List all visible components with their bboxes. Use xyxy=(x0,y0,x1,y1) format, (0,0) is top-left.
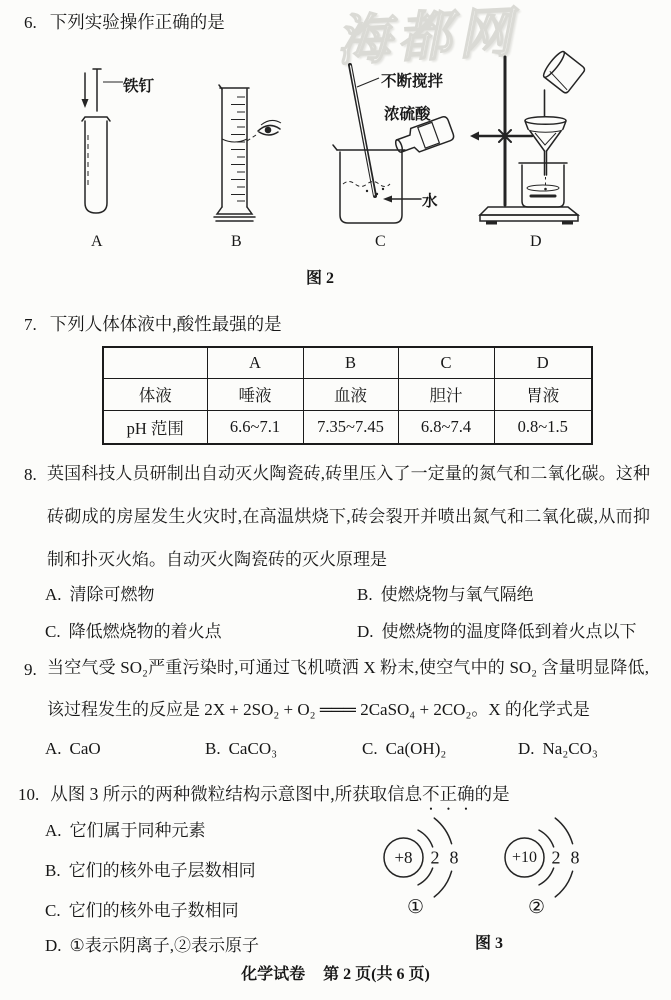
table-row xyxy=(103,378,592,410)
watermark: 海都网 xyxy=(334,2,521,72)
option-label: C. xyxy=(45,901,61,920)
table-cell: 7.35~7.45 xyxy=(303,410,398,444)
nail-label: 铁钉 xyxy=(123,78,155,95)
q8-option-a xyxy=(45,580,155,605)
q7-heading xyxy=(24,311,282,336)
ph-table xyxy=(102,346,593,445)
q7-text: 下列人体体液中,酸性最强的是 xyxy=(49,314,282,334)
particle-diagram-1 xyxy=(384,818,459,897)
q10-option-c xyxy=(45,896,239,921)
option-text: 它们的核外电子层数相同 xyxy=(68,861,256,880)
particle-2-shell-2: 8 xyxy=(570,847,580,868)
table-cell: 6.8~7.4 xyxy=(398,410,494,444)
table-header-cell: D xyxy=(494,347,592,378)
q6-number: 6. xyxy=(24,13,37,32)
option-text: 清除可燃物 xyxy=(69,585,155,604)
option-label: A. xyxy=(45,585,62,604)
apparatus-a-testtube-icon xyxy=(82,69,124,213)
particle-1-shell-2: 8 xyxy=(449,847,459,868)
option-label: D. xyxy=(357,622,374,641)
particle-diagram-2 xyxy=(505,818,580,897)
q6-heading xyxy=(24,9,225,34)
pouring-cup-icon xyxy=(541,49,586,94)
particle-2-shell-1: 2 xyxy=(551,847,561,868)
q9-number: 9. xyxy=(24,660,37,679)
q9-text: 当空气受 SO₂严重污染时,可通过飞机喷洒 X 粉末,使空气中的 SO₂ 含量明显降低,该过程发生的反应是 2X + 2SO₂ + O₂ ═══ 2CaSO₄ + 2CO₂。X 的化学式是 xyxy=(47,658,649,719)
table-cell: 血液 xyxy=(303,378,398,410)
figure-2-caption: 图 2 xyxy=(306,270,335,287)
table-header-cell: C xyxy=(398,347,494,378)
apparatus-b-cylinder-icon xyxy=(214,85,281,221)
option-text: CaCO₃ xyxy=(228,739,278,758)
option-text: 使燃烧物与氧气隔绝 xyxy=(380,585,534,604)
q8-option-d xyxy=(357,617,637,642)
option-label: A. xyxy=(45,821,62,840)
option-label: D. xyxy=(518,739,535,758)
q10-heading xyxy=(18,781,510,814)
q10-option-a xyxy=(45,816,206,841)
q8-option-b xyxy=(357,580,534,605)
page-footer xyxy=(0,961,671,984)
particle-2-label: ② xyxy=(528,897,546,918)
table-row xyxy=(103,410,592,444)
q10-text-emphasized: 不正确 xyxy=(422,784,475,804)
apparatus-letter-b: B xyxy=(231,233,242,250)
q10-option-d xyxy=(45,931,259,956)
particle-1-shell-1: 2 xyxy=(430,847,440,868)
option-label: B. xyxy=(357,585,373,604)
table-cell: 胆汁 xyxy=(398,378,494,410)
option-label: D. xyxy=(45,936,62,955)
option-text: 它们属于同种元素 xyxy=(69,821,206,840)
apparatus-letter-d: D xyxy=(530,233,542,250)
option-text: Na₂CO₃ xyxy=(542,739,598,758)
q6-text: 下列实验操作正确的是 xyxy=(49,12,225,32)
particle-1-nucleus: +8 xyxy=(394,848,413,867)
acid-label: 浓硫酸 xyxy=(384,106,431,123)
table-cell: pH 范围 xyxy=(103,410,207,444)
table-header-cell: B xyxy=(303,347,398,378)
option-text: CaO xyxy=(69,739,101,758)
particle-1-label: ① xyxy=(407,897,425,918)
option-label: B. xyxy=(205,739,221,758)
table-cell: 胃液 xyxy=(494,378,592,410)
figure-3-caption: 图 3 xyxy=(475,935,504,952)
option-label: B. xyxy=(45,861,61,880)
option-text: 降低燃烧物的着火点 xyxy=(68,622,222,641)
q7-number: 7. xyxy=(24,315,37,334)
table-cell: 唾液 xyxy=(207,378,303,410)
q10-text: 从图 3 所示的两种微粒结构示意图中,所获取信息 xyxy=(50,784,423,804)
apparatus-letter-c: C xyxy=(375,233,386,250)
particle-2-nucleus: +10 xyxy=(511,849,538,866)
table-cell: 0.8~1.5 xyxy=(494,410,592,444)
option-text: 使燃烧物的温度降低到着火点以下 xyxy=(381,622,637,641)
option-text: ①表示阴离子,②表示原子 xyxy=(69,936,260,955)
table-cell: 体液 xyxy=(103,378,207,410)
option-text: 它们的核外电子数相同 xyxy=(68,901,239,920)
q8-option-c xyxy=(45,617,222,642)
q9-option-c xyxy=(362,739,446,759)
option-label: C. xyxy=(362,739,378,758)
footer-page-number: 第 2 页(共 6 页) xyxy=(323,966,430,983)
q10-option-b xyxy=(45,856,256,881)
table-header-row xyxy=(103,347,592,378)
apparatus-d-stand-icon xyxy=(470,49,586,224)
q9-option-b xyxy=(205,739,277,759)
stir-label: 不断搅拌 xyxy=(381,73,444,90)
water-label: 水 xyxy=(422,193,438,210)
apparatus-letter-a: A xyxy=(91,233,103,250)
q9-option-a xyxy=(45,739,101,759)
q8-text: 英国科技人员研制出自动灭火陶瓷砖,砖里压入了一定量的氮气和二氧化碳。这种砖砌成的房屋发生火灾时,在高温烘烧下,砖会裂开并喷出氮气和二氧化碳,从而抑制和扑灭火焰。自动灭火陶瓷砖的灭火原理是 xyxy=(47,464,650,569)
figure-2-drawing xyxy=(25,45,670,235)
table-cell: 6.6~7.1 xyxy=(207,410,303,444)
q9-option-d xyxy=(518,739,598,759)
q10-number: 10. xyxy=(18,785,40,804)
option-text: Ca(OH)₂ xyxy=(385,739,447,758)
table-header-cell: A xyxy=(207,347,303,378)
figure-3-drawing xyxy=(370,812,605,907)
option-label: C. xyxy=(45,622,61,641)
q8-number: 8. xyxy=(24,465,37,484)
table-header-cell xyxy=(103,347,207,378)
eye-icon xyxy=(258,120,281,135)
option-label: A. xyxy=(45,739,62,758)
footer-subject: 化学试卷 xyxy=(241,966,306,983)
q10-text-tail: 的是 xyxy=(474,784,510,804)
